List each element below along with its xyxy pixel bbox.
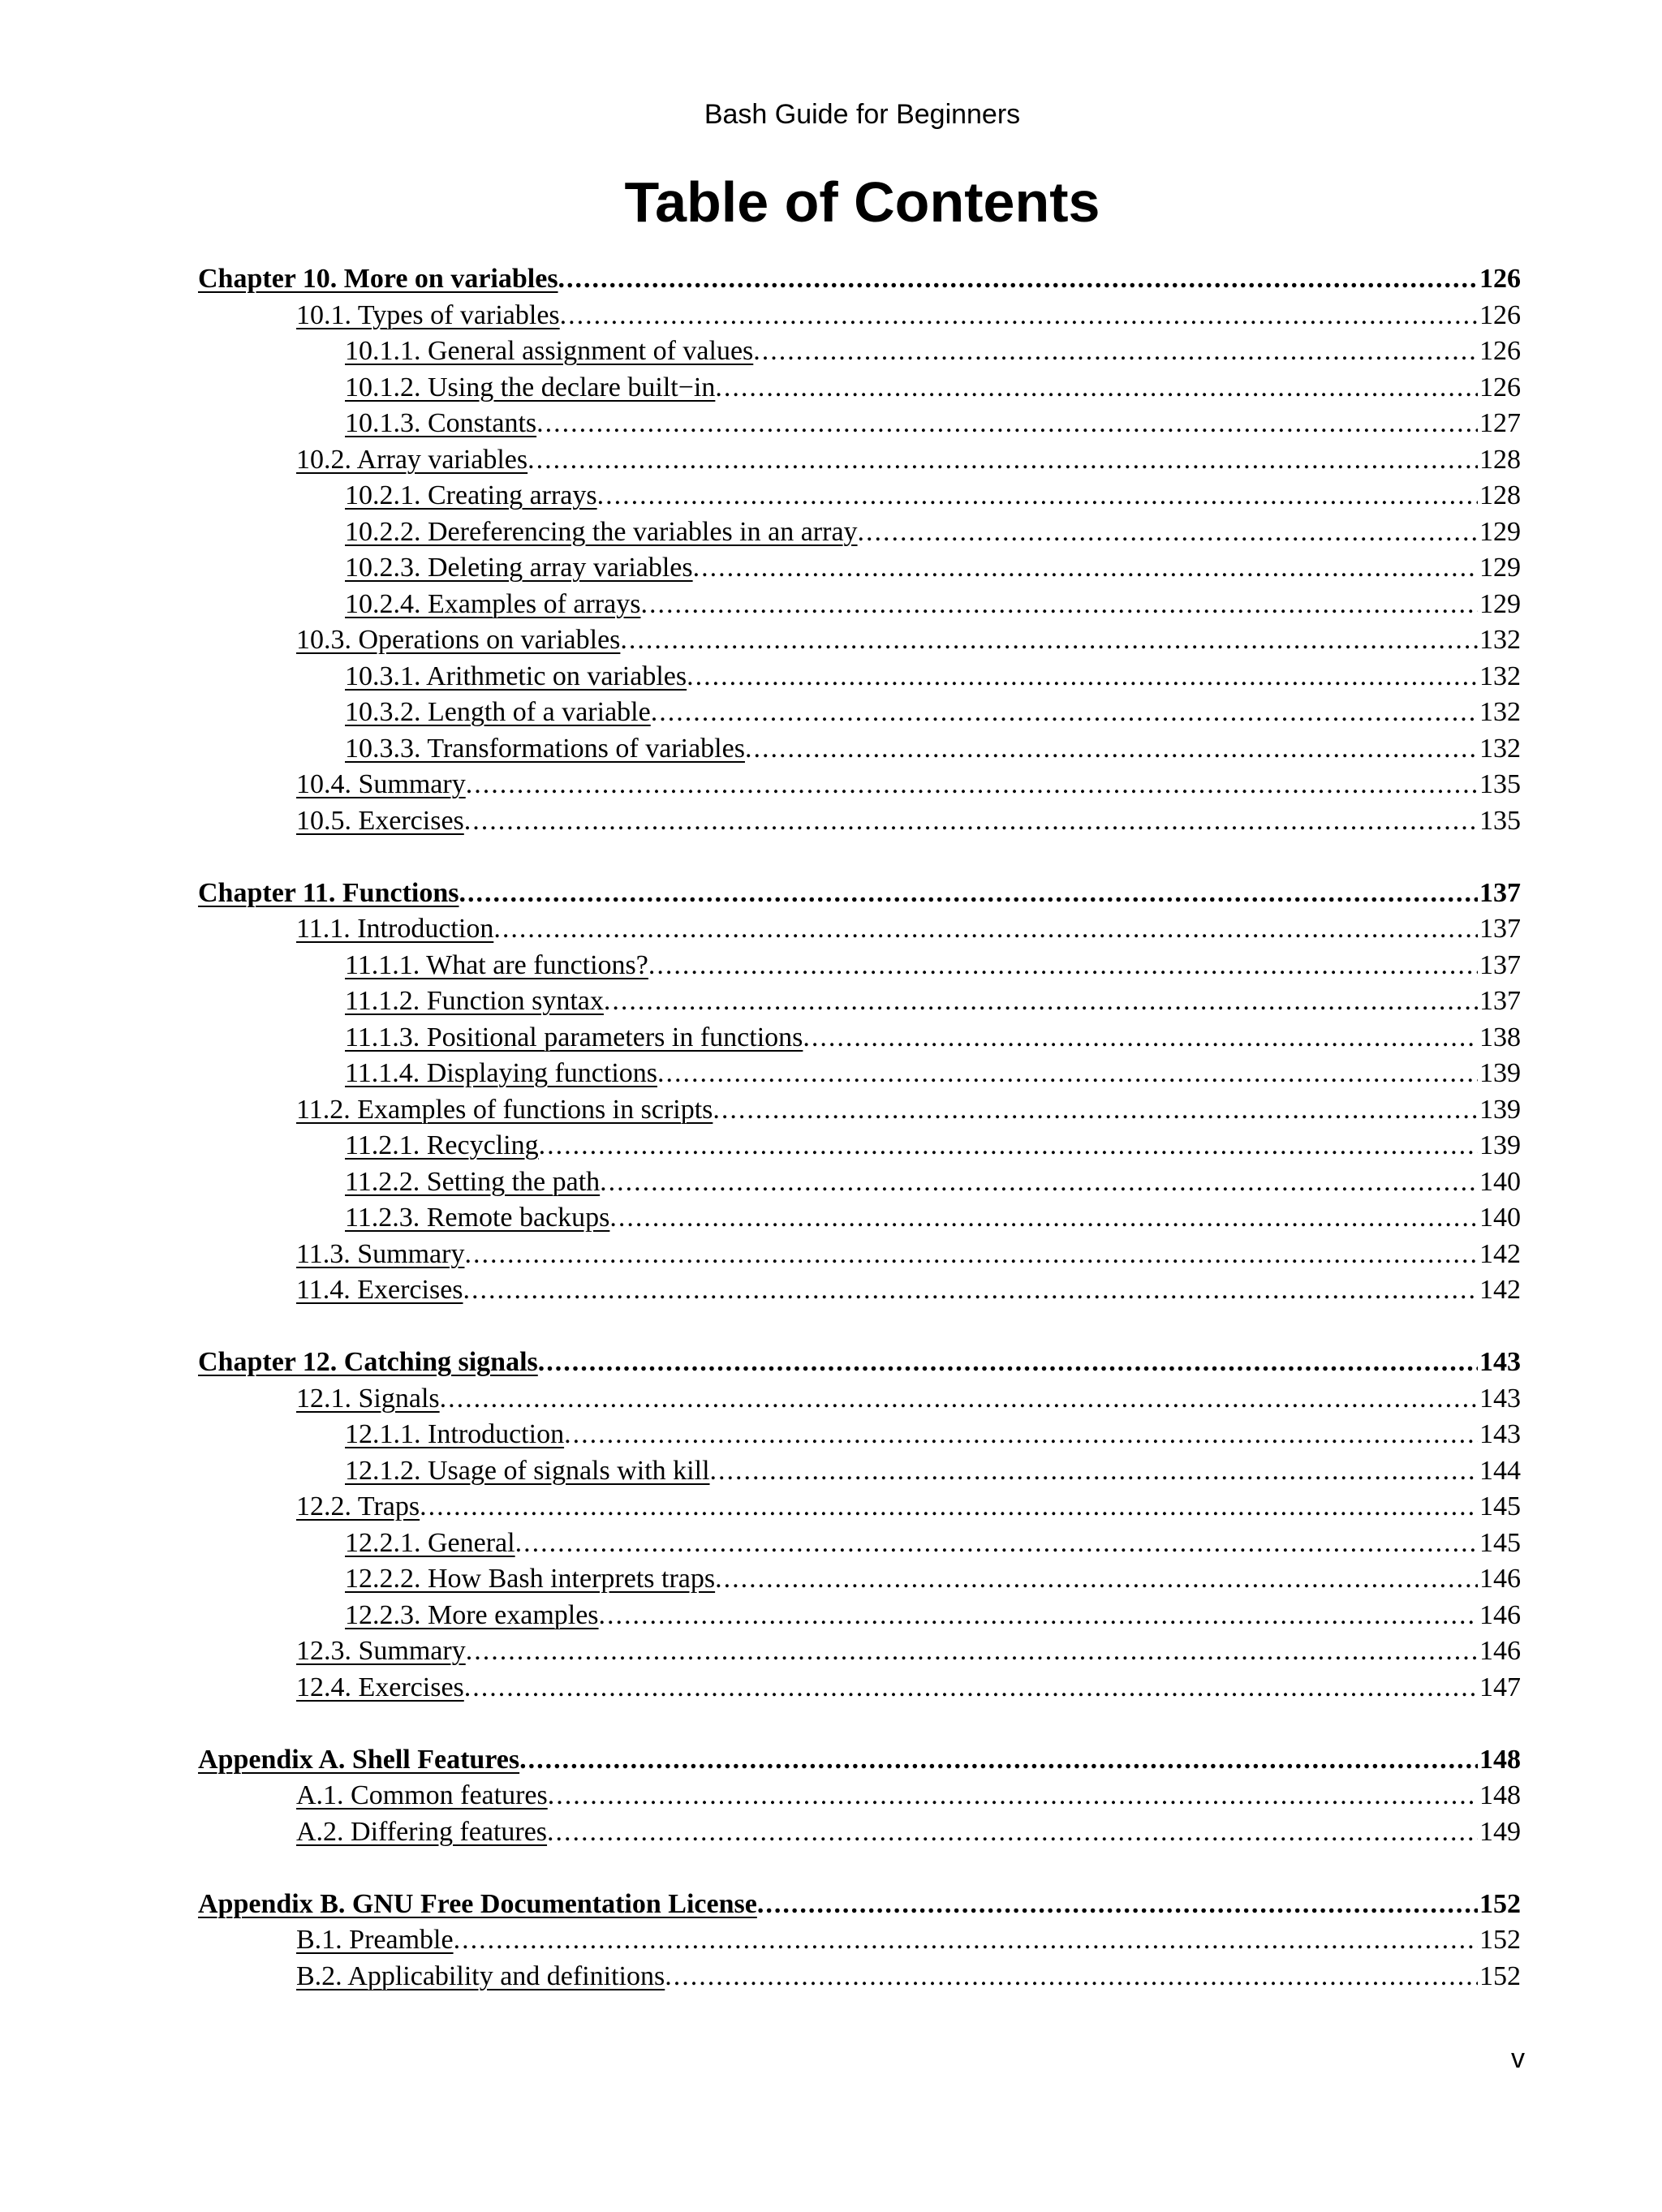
toc-dot-leader [665, 1959, 1478, 1995]
toc-entry-link[interactable]: 10.3.1. Arithmetic on variables [345, 661, 687, 691]
toc-page-number: 149 [1479, 1816, 1521, 1847]
toc-entry-link[interactable]: 12.2.1. General [345, 1527, 515, 1558]
toc-section [198, 876, 1521, 1309]
toc-dot-leader [420, 1489, 1478, 1526]
toc-entry-link[interactable]: A.1. Common features [296, 1780, 548, 1810]
toc-page-number: 139 [1479, 1058, 1521, 1088]
toc-page-number: 129 [1479, 588, 1521, 619]
toc-entry-link[interactable]: 10.1. Types of variables [296, 299, 560, 330]
toc-dot-leader [539, 1128, 1478, 1164]
toc-entry[interactable] [198, 1670, 1521, 1706]
toc-dot-leader [466, 1633, 1478, 1670]
running-header: Bash Guide for Beginners [704, 99, 1021, 130]
toc-page-number: 140 [1479, 1203, 1521, 1233]
toc-page-number: 145 [1479, 1491, 1521, 1521]
toc-entry[interactable] [198, 1453, 1521, 1490]
toc-entry[interactable] [198, 406, 1521, 442]
toc-entry[interactable] [198, 1092, 1521, 1129]
toc-page-number: 137 [1479, 949, 1521, 980]
toc-section [198, 1742, 1521, 1851]
toc-entry[interactable] [198, 983, 1521, 1020]
toc-page-number: 146 [1479, 1564, 1521, 1594]
toc-dot-leader [715, 370, 1478, 407]
toc-dot-leader [609, 1200, 1478, 1237]
toc-page-number: 137 [1479, 877, 1521, 908]
toc-dot-leader [803, 1020, 1478, 1057]
toc-entry[interactable] [198, 550, 1521, 587]
toc-entry[interactable] [198, 1237, 1521, 1273]
toc-entry[interactable] [198, 1272, 1521, 1309]
toc-entry[interactable] [198, 587, 1521, 623]
toc-dot-leader [560, 298, 1478, 334]
toc-dot-leader [547, 1814, 1478, 1851]
toc-dot-leader [519, 1742, 1478, 1779]
toc-entry[interactable] [198, 1814, 1521, 1851]
toc-entry-link[interactable]: 12.1.2. Usage of signals with kill [345, 1455, 710, 1486]
toc-page-number: 128 [1479, 444, 1521, 475]
toc-entry[interactable] [198, 442, 1521, 479]
toc-dot-leader [527, 442, 1478, 479]
toc-page-number: 126 [1479, 264, 1521, 294]
toc-entry[interactable] [198, 298, 1521, 334]
toc-dot-leader [464, 1237, 1478, 1273]
toc-entry-link[interactable]: 11.2.3. Remote backups [345, 1203, 610, 1233]
page-title: Table of Contents [624, 170, 1100, 234]
toc-entry-link[interactable]: 11.1.4. Displaying functions [345, 1058, 657, 1088]
toc-entry-link[interactable]: 12.2.2. How Bash interprets traps [345, 1564, 716, 1594]
toc-dot-leader [459, 876, 1478, 912]
toc-entry-link[interactable]: 12.3. Summary [296, 1636, 466, 1666]
toc-entry[interactable] [198, 1922, 1521, 1959]
toc-entry-link[interactable]: B.2. Applicability and definitions [296, 1960, 665, 1991]
toc-entry[interactable] [198, 1526, 1521, 1562]
toc-page-number: 143 [1479, 1347, 1521, 1377]
toc-page-number: 142 [1479, 1275, 1521, 1305]
toc-entry[interactable] [198, 478, 1521, 514]
toc-entry-link[interactable]: 12.2.3. More examples [345, 1599, 599, 1630]
toc-dot-leader [536, 406, 1478, 442]
toc-page-number: 126 [1479, 372, 1521, 402]
toc-entry-link[interactable]: 11.1.1. What are functions? [345, 949, 648, 980]
toc-entry[interactable] [198, 370, 1521, 407]
toc-entry[interactable] [198, 1417, 1521, 1453]
toc-page-number: 142 [1479, 1238, 1521, 1269]
toc-entry[interactable] [198, 911, 1521, 948]
toc-page-number: 146 [1479, 1636, 1521, 1666]
toc-dot-leader [858, 514, 1478, 551]
toc-entry-link[interactable]: 12.2. Traps [296, 1491, 420, 1521]
toc-dot-leader [464, 1670, 1478, 1706]
toc-page-number: 135 [1479, 805, 1521, 836]
toc-entry[interactable] [198, 1164, 1521, 1201]
toc-entry[interactable] [198, 1381, 1521, 1418]
toc-entry-link[interactable]: 11.2.2. Setting the path [345, 1166, 601, 1197]
toc-section [198, 1345, 1521, 1706]
toc-entry-link[interactable]: 10.2.3. Deleting array variables [345, 553, 693, 583]
toc-entry-link[interactable]: Chapter 12. Catching signals [198, 1347, 538, 1377]
toc-page-number: 132 [1479, 625, 1521, 655]
toc-entry-link[interactable]: 10.3.3. Transformations of variables [345, 733, 745, 764]
toc-entry-link[interactable]: 11.4. Exercises [296, 1275, 463, 1305]
toc-dot-leader [710, 1453, 1478, 1490]
toc-dot-leader [515, 1526, 1478, 1562]
toc-dot-leader [464, 803, 1478, 840]
toc-entry-link[interactable]: 11.3. Summary [296, 1238, 465, 1269]
toc-dot-leader [600, 1164, 1478, 1201]
toc-entry-link[interactable]: 11.2. Examples of functions in scripts [296, 1094, 713, 1125]
toc-entry[interactable] [198, 1959, 1521, 1995]
toc-dot-leader [657, 1056, 1478, 1092]
toc-page-number: 126 [1479, 336, 1521, 366]
toc-dot-leader [651, 695, 1478, 731]
toc-page-number: 144 [1479, 1455, 1521, 1486]
toc-dot-leader [648, 948, 1478, 984]
toc-entry-link[interactable]: 11.1.2. Function syntax [345, 986, 604, 1016]
toc-entry-link[interactable]: 12.1.1. Introduction [345, 1419, 565, 1449]
toc-dot-leader [713, 1092, 1478, 1129]
toc-entry-link[interactable]: Chapter 10. More on variables [198, 264, 558, 294]
toc-dot-leader [604, 983, 1478, 1020]
toc-entry-link[interactable]: 10.5. Exercises [296, 805, 464, 836]
toc-section [198, 261, 1521, 839]
toc-entry[interactable] [198, 1200, 1521, 1237]
toc-page-number: 152 [1479, 1888, 1521, 1919]
toc-entry-link[interactable]: 10.2. Array variables [296, 444, 528, 475]
toc-dot-leader [466, 767, 1478, 803]
toc-entry[interactable] [198, 1020, 1521, 1057]
toc-entry-link[interactable]: 11.1. Introduction [296, 914, 494, 944]
toc-page-number: 139 [1479, 1094, 1521, 1125]
toc-page-number: 140 [1479, 1166, 1521, 1197]
toc-entry-link[interactable]: Appendix B. GNU Free Documentation License [198, 1888, 757, 1919]
toc-entry[interactable] [198, 334, 1521, 370]
toc-dot-leader [454, 1922, 1478, 1959]
toc-entry-link[interactable]: 10.1.3. Constants [345, 408, 537, 438]
toc-page-number: 137 [1479, 914, 1521, 944]
toc-page-number: 132 [1479, 697, 1521, 727]
toc-entry-link[interactable]: 10.3.2. Length of a variable [345, 697, 651, 727]
toc-entry-link[interactable]: 10.2.2. Dereferencing the variables in an array [345, 516, 858, 547]
toc-page-number: 135 [1479, 769, 1521, 799]
page-number: v [1511, 2043, 1525, 2074]
toc-entry[interactable] [198, 1489, 1521, 1526]
toc-entry[interactable] [198, 948, 1521, 984]
toc-entry-link[interactable]: 10.2.1. Creating arrays [345, 480, 597, 510]
toc-entry[interactable] [198, 659, 1521, 695]
toc-page-number: 132 [1479, 733, 1521, 764]
toc-entry-link[interactable]: 10.1.2. Using the declare built−in [345, 372, 716, 402]
toc-dot-leader [463, 1272, 1478, 1309]
toc-dot-leader [440, 1381, 1478, 1418]
toc-entry-link[interactable]: B.1. Preamble [296, 1925, 454, 1955]
toc-chapter-entry[interactable] [198, 876, 1521, 912]
toc-dot-leader [597, 478, 1478, 514]
toc-entry[interactable] [198, 803, 1521, 840]
toc-dot-leader [715, 1561, 1478, 1598]
toc-dot-leader [538, 1345, 1478, 1381]
toc-entry-link[interactable]: 12.4. Exercises [296, 1672, 464, 1702]
toc-section [198, 1887, 1521, 1995]
toc-page-number: 148 [1479, 1744, 1521, 1775]
toc-dot-leader [753, 334, 1478, 370]
toc-page-number: 132 [1479, 661, 1521, 691]
toc-page-number: 147 [1479, 1672, 1521, 1702]
toc-dot-leader [558, 261, 1478, 298]
toc-dot-leader [693, 550, 1478, 587]
toc-page-number: 127 [1479, 408, 1521, 438]
toc-entry-link[interactable]: 10.4. Summary [296, 769, 466, 799]
toc-entry[interactable] [198, 695, 1521, 731]
toc-entry-link[interactable]: A.2. Differing features [296, 1816, 548, 1847]
toc-page-number: 145 [1479, 1527, 1521, 1558]
toc-chapter-entry[interactable] [198, 1742, 1521, 1779]
toc-entry-link[interactable]: 11.2.1. Recycling [345, 1130, 539, 1160]
toc-dot-leader [745, 731, 1478, 768]
toc-page-number: 138 [1479, 1022, 1521, 1052]
toc-dot-leader [599, 1598, 1478, 1634]
toc-page-number: 148 [1479, 1780, 1521, 1810]
toc-dot-leader [687, 659, 1478, 695]
toc-dot-leader [620, 622, 1478, 659]
toc-entry[interactable] [198, 1598, 1521, 1634]
toc-dot-leader [640, 587, 1478, 623]
toc-entry[interactable] [198, 1056, 1521, 1092]
toc-dot-leader [564, 1417, 1478, 1453]
toc-page-number: 146 [1479, 1599, 1521, 1630]
toc-page-number: 129 [1479, 553, 1521, 583]
toc-entry-link[interactable]: 12.1. Signals [296, 1383, 440, 1414]
toc-entry[interactable] [198, 1561, 1521, 1598]
toc-dot-leader [493, 911, 1478, 948]
table-of-contents [198, 261, 1521, 2031]
toc-entry-link[interactable]: Appendix A. Shell Features [198, 1744, 520, 1775]
toc-entry-link[interactable]: Chapter 11. Functions [198, 877, 459, 908]
toc-page-number: 143 [1479, 1419, 1521, 1449]
toc-page-number: 139 [1479, 1130, 1521, 1160]
toc-page-number: 129 [1479, 516, 1521, 547]
toc-entry[interactable] [198, 1778, 1521, 1814]
toc-entry[interactable] [198, 731, 1521, 768]
toc-page-number: 126 [1479, 299, 1521, 330]
toc-entry[interactable] [198, 767, 1521, 803]
toc-page-number: 128 [1479, 480, 1521, 510]
toc-entry-link[interactable]: 10.3. Operations on variables [296, 625, 621, 655]
toc-entry[interactable] [198, 1633, 1521, 1670]
toc-entry[interactable] [198, 622, 1521, 659]
toc-entry-link[interactable]: 11.1.3. Positional parameters in functions [345, 1022, 803, 1052]
toc-entry[interactable] [198, 1128, 1521, 1164]
toc-entry-link[interactable]: 10.2.4. Examples of arrays [345, 588, 641, 619]
toc-dot-leader [757, 1887, 1478, 1923]
toc-dot-leader [548, 1778, 1478, 1814]
toc-page-number: 137 [1479, 986, 1521, 1016]
toc-chapter-entry[interactable] [198, 261, 1521, 298]
toc-chapter-entry[interactable] [198, 1345, 1521, 1381]
toc-page-number: 143 [1479, 1383, 1521, 1414]
toc-page-number: 152 [1479, 1960, 1521, 1991]
toc-chapter-entry[interactable] [198, 1887, 1521, 1923]
toc-page-number: 152 [1479, 1925, 1521, 1955]
toc-entry-link[interactable]: 10.1.1. General assignment of values [345, 336, 754, 366]
toc-entry[interactable] [198, 514, 1521, 551]
